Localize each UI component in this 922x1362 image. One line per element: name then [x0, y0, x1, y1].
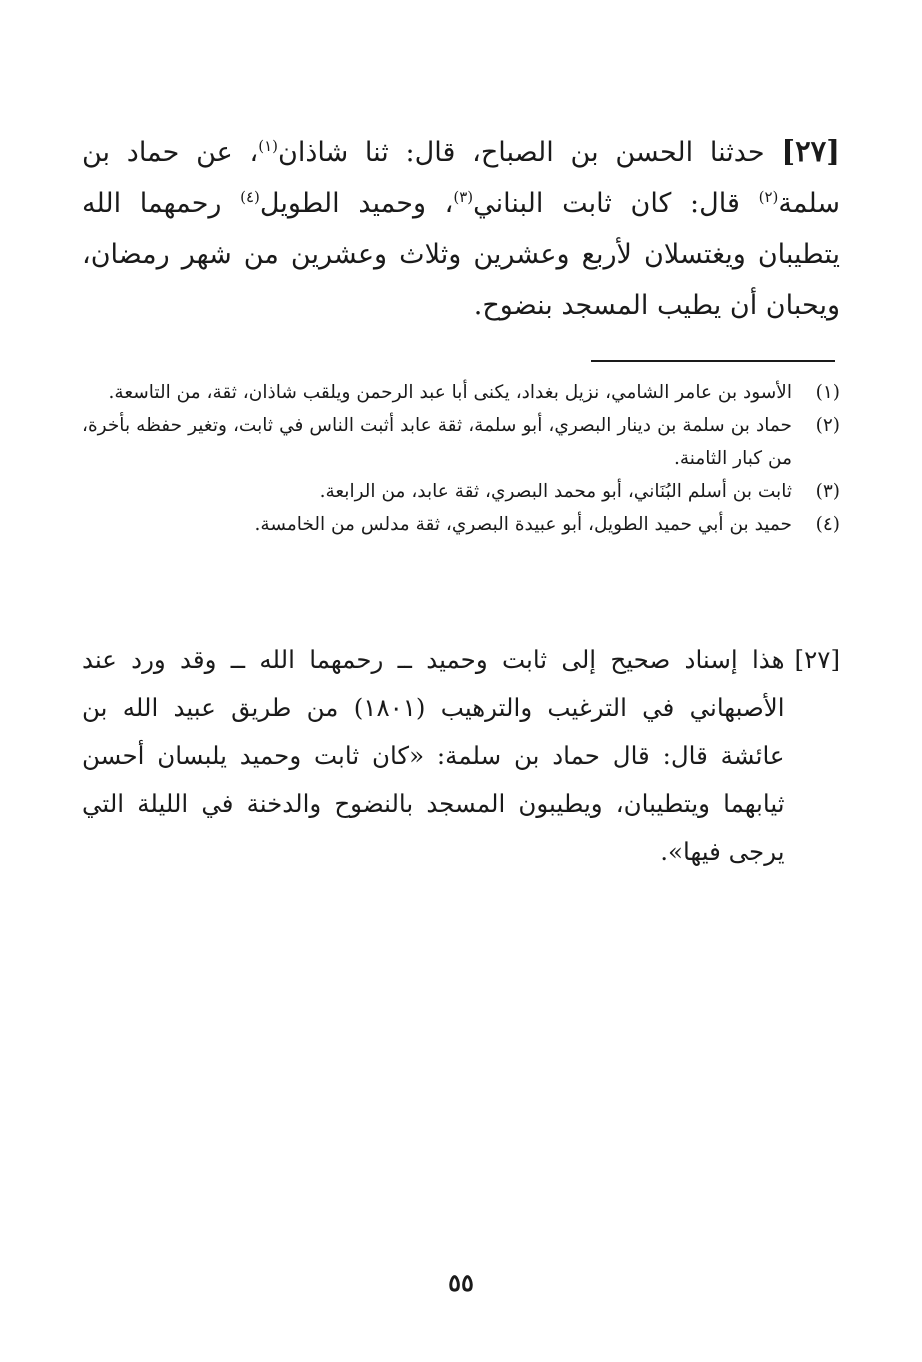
footnote-text: الأسود بن عامر الشامي، نزيل بغداد، يكنى أبا عبد الرحمن ويلقب شاذان، ثقة، من التاسعة.	[108, 382, 792, 403]
footnote-number: (٤)	[815, 514, 840, 535]
footnote-marker: (٤)	[240, 188, 260, 206]
hadith-number: [٢٧]	[781, 134, 840, 168]
hadith-text-part: رحمهما الله يتطيبان ويغتسلان لأربع وعشرين وثلاث وعشرين من شهر رمضان، ويحبان أن يطيب المسجد بنضوح.	[82, 188, 840, 321]
footnote-item	[82, 508, 840, 541]
footnotes	[82, 376, 840, 541]
hadith-paragraph	[82, 126, 840, 331]
commentary	[82, 636, 840, 876]
footnote-separator	[591, 360, 835, 362]
footnote-item	[82, 475, 840, 508]
commentary-text: هذا إسناد صحيح إلى ثابت وحميد ــ رحمهما الله ــ وقد ورد عند الأصبهاني في الترغيب والترهيب (١٨٠١) من طريق عبيد الله بن عائشة قال: قال حماد بن سلمة: «كان ثابت وحميد يلبسان أحسن ثيابهما ويتطيبان، ويطيبون المسجد بالنضوح والدخنة في الليلة التي يرجى فيها».	[82, 645, 785, 866]
page-number: ٥٥	[448, 1268, 474, 1297]
main-text	[82, 126, 840, 331]
hadith-text-part: حدثنا الحسن بن الصباح، قال: ثنا شاذان	[277, 137, 765, 168]
footnote-number: (٣)	[815, 481, 840, 502]
footnote-text: حميد بن أبي حميد الطويل، أبو عبيدة البصري، ثقة مدلس من الخامسة.	[254, 514, 792, 535]
footnote-marker: (٢)	[758, 188, 779, 206]
commentary-number: [٢٧]	[794, 645, 840, 674]
commentary-row	[82, 636, 840, 876]
footnote-number: (٢)	[815, 415, 840, 436]
hadith-text-part: قال: كان ثابت البناني	[473, 188, 759, 219]
footnote-text: حماد بن سلمة بن دينار البصري، أبو سلمة، ثقة عابد أثبت الناس في ثابت، وتغير حفظه بأخرة، من كبار الثامنة.	[82, 415, 792, 469]
hadith-text-part: ، عن حماد بن سلمة	[82, 137, 841, 219]
footnote-number: (١)	[815, 382, 840, 403]
footnote-item	[82, 376, 840, 409]
hadith-text-part: ، وحميد الطويل	[259, 188, 454, 219]
footnote-item	[82, 409, 840, 475]
footnote-marker: (٣)	[453, 188, 474, 206]
footnote-text: ثابت بن أسلم البُنَاني، أبو محمد البصري، ثقة عابد، من الرابعة.	[319, 481, 792, 502]
footnote-marker: (١)	[258, 137, 278, 155]
